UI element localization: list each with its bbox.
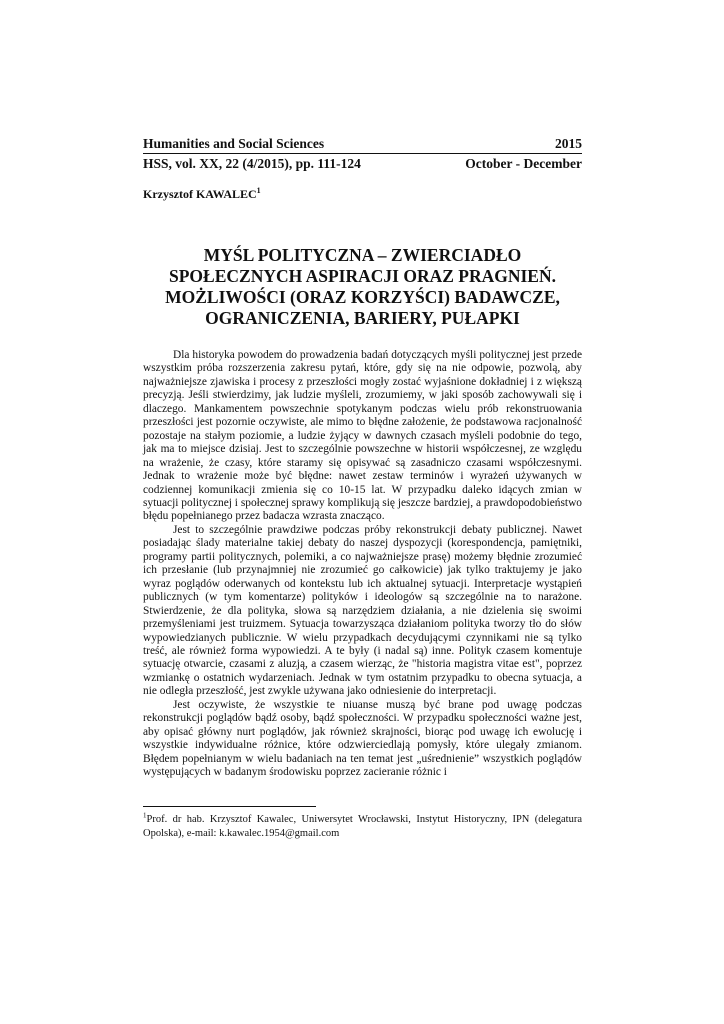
- header-row-journal: [143, 136, 582, 154]
- paragraph: Jest oczywiste, że wszystkie te niuanse muszą być brane pod uwagę podczas rekonstrukcji poglądów bądź osoby, bądź społeczności. W przypadku społeczności ważne jest, aby opisać główny nurt poglądów, jak również skrajności, biorąc pod uwagę ich ewolucję i wszystkie indywidualne różnice, które odzwierciedlają pomysły, które ulegały zmianom. Błędem popełnianym w wielu badaniach na ten temat jest „uśrednienie” wszystkich poglądów występujących w badanym środowisku poprzez zacieranie różnic i: [143, 698, 582, 779]
- footnote-mark: 1: [143, 811, 147, 820]
- journal-period: October - December: [465, 156, 582, 171]
- author-line: [143, 187, 261, 202]
- title-line: MOŻLIWOŚCI (ORAZ KORZYŚCI) BADAWCZE,: [165, 287, 560, 307]
- header-row-citation: [143, 154, 582, 172]
- paragraph: Dla historyka powodem do prowadzenia badań dotyczących myśli politycznej jest przede wszystkim próba rozszerzenia zakresu pytań, które, gdy się na nie odpowie, pozwolą, aby najważniejsze zjawiska i procesy z przeszłości mogły zostać wyjaśnione dokładniej i z większą precyzją. Jeśli stwierdzimy, jak ludzie myśleli, zrozumiemy, w jaki sposób zachowywali się i dlaczego. Mankamentem powszechnie spotykanym podczas wielu prób rekonstruowania przeszłości jest pozornie oczywiste, ale mimo to błędne założenie, że podstawowa racjonalność pozostaje na stałym poziomie, a ludzie żyjący w dawnych czasach myśleli podobnie do tego, jak ma to miejsce dzisiaj. Jest to szczególnie powszechne w historii współczesnej, ze względu na wrażenie, że czasy, które staramy się opisywać są zasadniczo czasami współczesnymi. Jednak to wrażenie może być błędne: nawet zestaw terminów i wyrażeń używanych w codziennej komunikacji zmienia się co 10-15 lat. W przypadku daleko idących zmian w sytuacji politycznej i społecznej sprawy komplikują się jeszcze bardziej, a prawdopodobieństwo błędu popełnianego przez badacza wzrasta znacząco.: [143, 349, 582, 523]
- author-footnote-mark: 1: [256, 186, 261, 195]
- title-line: OGRANICZENIA, BARIERY, PUŁAPKI: [205, 308, 520, 328]
- author-name: Krzysztof KAWALEC: [143, 187, 257, 201]
- body-text: [143, 349, 582, 780]
- journal-header: [143, 136, 582, 172]
- footnote: [143, 813, 582, 840]
- footnote-text: Prof. dr hab. Krzysztof Kawalec, Uniwersytet Wrocławski, Instytut Historyczny, IPN (delegatura Opolska), e-mail: k.kawalec.1954@gmail.com: [143, 814, 582, 839]
- journal-citation: HSS, vol. XX, 22 (4/2015), pp. 111-124: [143, 156, 361, 171]
- paragraph: Jest to szczególnie prawdziwe podczas próby rekonstrukcji debaty publicznej. Nawet posiadając ślady materialne takiej debaty do naszej dyspozycji (korespondencja, pamiętniki, programy partii politycznych, polemiki, a co najważniejsze prasę) możemy błędnie zrozumieć ich przesłanie (lub przynajmniej nie zrozumieć go całkowicie) jak tylko traktujemy je jako wyraz poglądów oderwanych od kontekstu lub ich aktualnej sytuacji. Interpretacje wystąpień publicznych (w tym komentarze) polityków i ideologów są szczególnie na to narażone. Stwierdzenie, że dla polityka, słowa są narzędziem działania, a nie dzielenia się swoimi przemyśleniami jest truizmem. Sytuacja towarzysząca działaniom polityka tworzy tło do słów wypowiedzianych publicznie. W wielu przypadkach decydującymi czynnikami nie są tylko treść, ale również forma wypowiedzi. A te były (i nadal są) inne. Polityk czasem komentuje sytuację otwarcie, czasami z aluzją, a czasem wierząc, że "historia magistra vitae est", poprzez wzmiankę o ostatnich wydarzeniach. Jednak w tym ostatnim przypadku to obecna sytuacja, a nie odległa przeszłość, jest zwykle używana jako odniesienie do interpretacji.: [143, 523, 582, 698]
- title-line: MYŚL POLITYCZNA – ZWIERCIADŁO: [203, 245, 522, 265]
- paper-title: [143, 245, 582, 329]
- title-line: SPOŁECZNYCH ASPIRACJI ORAZ PRAGNIEŃ.: [169, 266, 556, 286]
- journal-name: Humanities and Social Sciences: [143, 136, 325, 151]
- footnote-divider: [143, 806, 316, 807]
- journal-year: 2015: [555, 136, 582, 151]
